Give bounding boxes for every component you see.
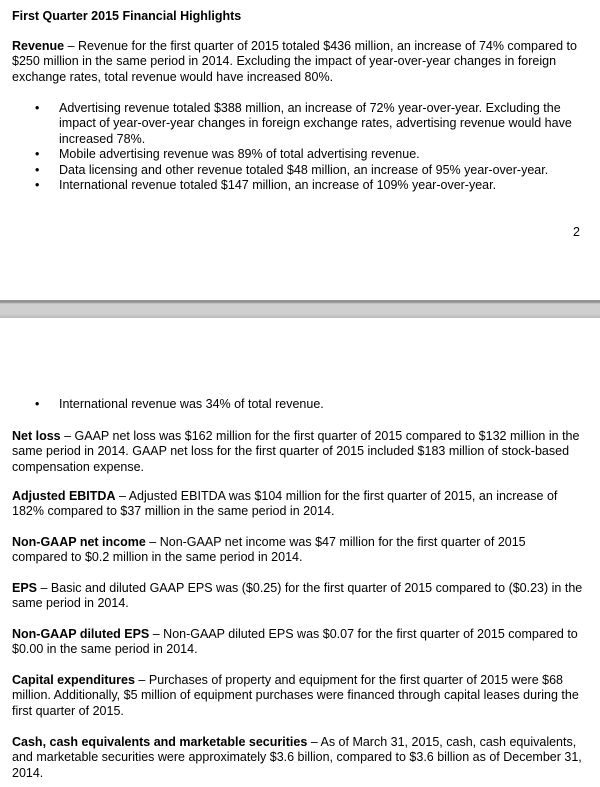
revenue-label: Revenue xyxy=(12,39,65,53)
paragraph-label: EPS xyxy=(12,581,38,595)
paragraph-label: Adjusted EBITDA xyxy=(12,489,116,503)
revenue-text: – Revenue for the first quarter of 2015 totaled $436 million, an increase of 74% compared to $250 million in the same period in 2014. Excluding the impact of year-over-year changes in foreign exchange rates, total revenue would have increased 80%. xyxy=(12,39,577,84)
list-item: • International revenue totaled $147 million, an increase of 109% year-over-year. xyxy=(35,178,497,193)
net-loss-paragraph: Net loss – GAAP net loss was $162 million for the first quarter of 2015 compared to $132 million in the same period in 2014. GAAP net loss for the first quarter of 2015 included $183 million of stock-based compensation expense. xyxy=(12,429,580,474)
bullet-icon: • xyxy=(35,397,40,411)
document-page-1 xyxy=(0,0,600,300)
list-item: • Advertising revenue totaled $388 million, an increase of 72% year-over-year. Excluding the impact of year-over-year changes in foreign exchange rates, advertising revenue would have increased 78%. xyxy=(35,101,572,146)
international-bullet-list xyxy=(12,397,584,412)
revenue-paragraph xyxy=(12,39,584,85)
bullet-icon: • xyxy=(35,178,40,193)
bullet-icon: • xyxy=(35,162,40,177)
capital-expenditures-paragraph: Capital expenditures – Purchases of property and equipment for the first quarter of 2015 were $68 million. Additionally, $5 million of equipment purchases were financed through capital leases during the first quarter of 2015. xyxy=(12,673,579,718)
list-item: • Data licensing and other revenue totaled $48 million, an increase of 95% year-over-year. xyxy=(35,162,549,177)
section-heading: First Quarter 2015 Financial Highlights xyxy=(12,9,242,23)
list-item: • International revenue was 34% of total revenue. xyxy=(35,397,324,411)
non-gaap-diluted-eps-paragraph: Non-GAAP diluted EPS – Non-GAAP diluted EPS was $0.07 for the first quarter of 2015 compared to $0.00 in the same period in 2014. xyxy=(12,627,578,657)
page-number: 2 xyxy=(573,225,580,239)
paragraph-label: Non-GAAP net income xyxy=(12,535,146,549)
paragraph-label: Non-GAAP diluted EPS xyxy=(12,627,150,641)
document-page-2 xyxy=(0,318,600,787)
non-gaap-net-income-paragraph: Non-GAAP net income – Non-GAAP net income was $47 million for the first quarter of 2015 compared to $0.2 million in the same period in 2014. xyxy=(12,535,526,565)
bullet-icon: • xyxy=(35,147,40,162)
bullet-icon: • xyxy=(35,101,40,115)
adjusted-ebitda-paragraph: Adjusted EBITDA – Adjusted EBITDA was $104 million for the first quarter of 2015, an increase of 182% compared to $37 million in the same period in 2014. xyxy=(12,489,558,519)
page-separator xyxy=(0,300,600,318)
cash-paragraph: Cash, cash equivalents and marketable securities – As of March 31, 2015, cash, cash equivalents, and marketable securities were approximately $3.6 billion, compared to $3.6 billion as of December 31, 2014. xyxy=(12,735,582,780)
paragraph-label: Capital expenditures xyxy=(12,673,135,687)
paragraph-label: Net loss xyxy=(12,429,61,443)
eps-paragraph: EPS – Basic and diluted GAAP EPS was ($0.25) for the first quarter of 2015 compared to ($0.23) in the same period in 2014. xyxy=(12,581,583,611)
revenue-bullet-list xyxy=(12,101,584,193)
list-item: • Mobile advertising revenue was 89% of total advertising revenue. xyxy=(35,147,420,162)
paragraph-label: Cash, cash equivalents and marketable securities xyxy=(12,735,308,749)
